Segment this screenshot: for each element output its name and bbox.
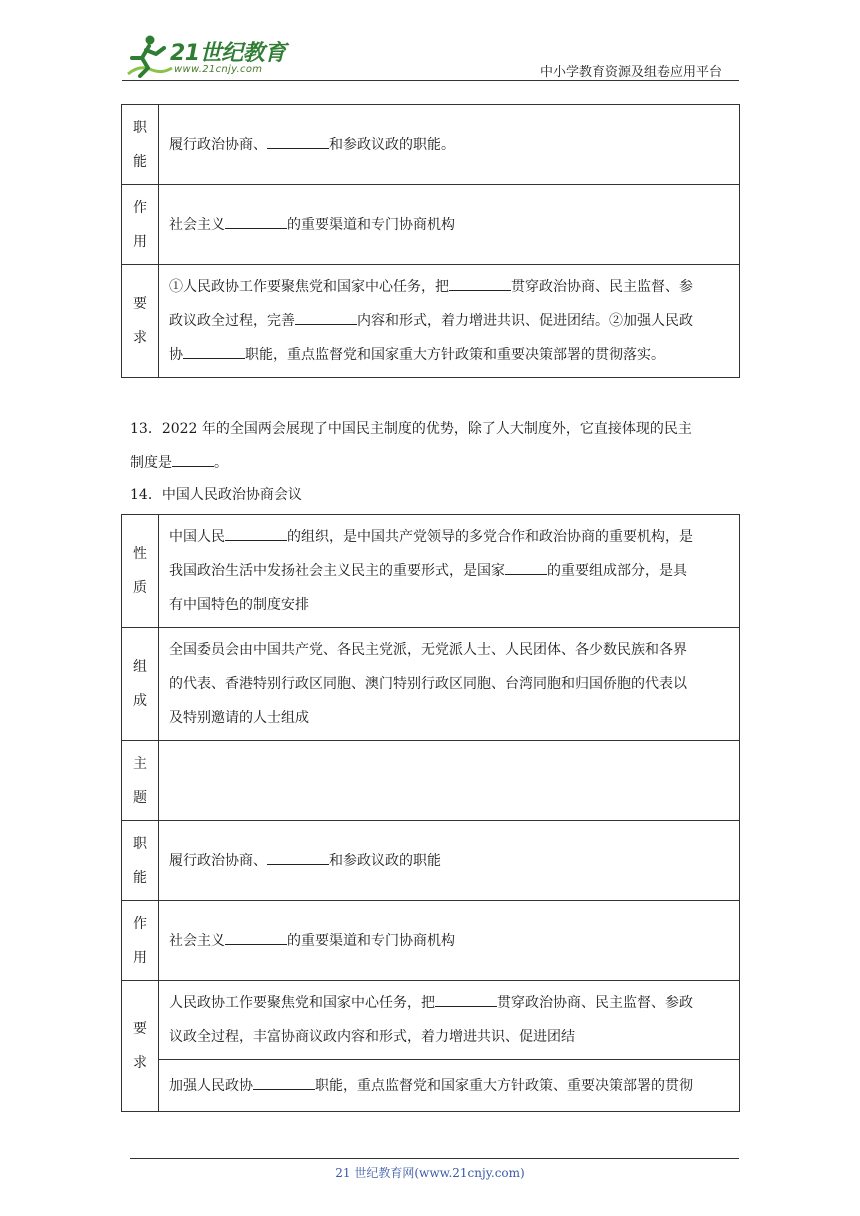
row-value-empty[interactable] <box>159 741 740 821</box>
table-row <box>122 105 740 185</box>
question-14-title: 14．中国人民政治协商会议 <box>130 487 302 503</box>
row-value: 社会主义 的重要渠道和专门协商机构 <box>159 185 740 265</box>
table-row <box>122 821 740 901</box>
row-key: 职 能 <box>122 821 159 901</box>
row-key: 组 成 <box>122 628 159 741</box>
fill-blank[interactable] <box>435 1005 497 1007</box>
fill-blank[interactable] <box>225 943 287 945</box>
table-row <box>122 981 740 1060</box>
header-rule <box>122 80 739 81</box>
table-row <box>122 741 740 821</box>
row-value: 履行政治协商、 和参政议政的职能。 <box>159 105 740 185</box>
row-value: 社会主义 的重要渠道和专门协商机构 <box>159 901 740 981</box>
row-key: 作 用 <box>122 901 159 981</box>
row-key: 要 求 <box>122 265 159 378</box>
fill-blank[interactable] <box>225 539 287 541</box>
footer-text: 21 世纪教育网(www.21cnjy.com) <box>335 1166 525 1180</box>
table-row <box>122 185 740 265</box>
row-value: 人民政协工作要聚焦党和国家中心任务，把 贯穿政治协商、民主监督、参政 议政全过程，丰富协商议政内容和形式，着力增进共识、促进团结 <box>159 981 740 1060</box>
table-row <box>122 628 740 741</box>
table-cppcc-part1 <box>121 104 740 378</box>
fill-blank[interactable] <box>505 573 547 575</box>
logo-site: www.21cnjy.com <box>174 64 263 75</box>
table-cppcc-part2 <box>121 514 740 1112</box>
row-value: 中国人民 的组织，是中国共产党领导的多党合作和政治协商的重要机构，是 我国政治生活中发扬社会主义民主的重要形式，是国家 的重要组成部分，是具 有中国特色的制度安排 <box>159 515 740 628</box>
table-row <box>122 265 740 378</box>
table-row <box>122 901 740 981</box>
table-row <box>122 1060 740 1112</box>
row-value: 履行政治协商、 和参政议政的职能 <box>159 821 740 901</box>
question-13: 13．2022 年的全国两会展现了中国民主制度的优势，除了人大制度外，它直接体现的民主 制度是 。 <box>130 421 692 471</box>
fill-blank[interactable] <box>267 863 329 865</box>
running-figure-logo-icon <box>122 34 174 78</box>
footer-rule <box>130 1158 739 1159</box>
row-value: ①人民政协工作要聚焦党和国家中心任务，把 贯穿政治协商、民主监督、参 政议政全过程，完善 内容和形式，着力增进共识、促进团结。②加强人民政 协 职能，重点监督党和国家重大方针政策和重要决策部署的贯彻落实。 <box>159 265 740 378</box>
fill-blank[interactable] <box>253 1088 315 1090</box>
row-key: 作 用 <box>122 185 159 265</box>
fill-blank[interactable] <box>172 465 214 467</box>
row-value: 加强人民政协 职能，重点监督党和国家重大方针政策、重要决策部署的贯彻 <box>159 1060 740 1112</box>
logo <box>122 32 292 82</box>
row-key: 职 能 <box>122 105 159 185</box>
row-key: 性 质 <box>122 515 159 628</box>
fill-blank[interactable] <box>295 323 357 325</box>
platform-name: 中小学教育资源及组卷应用平台 <box>539 65 722 80</box>
row-key: 主 题 <box>122 741 159 821</box>
fill-blank[interactable] <box>225 227 287 229</box>
fill-blank[interactable] <box>449 289 511 291</box>
fill-blank[interactable] <box>267 147 329 149</box>
row-value: 全国委员会由中国共产党、各民主党派，无党派人士、人民团体、各少数民族和各界 的代表、香港特别行政区同胞、澳门特别行政区同胞、台湾同胞和归国侨胞的代表以 及特别邀请的人士组成 <box>159 628 740 741</box>
fill-blank[interactable] <box>183 357 245 359</box>
table-row <box>122 515 740 628</box>
row-key: 要 求 <box>122 981 159 1112</box>
logo-brand: 21世纪教育 <box>170 41 286 66</box>
